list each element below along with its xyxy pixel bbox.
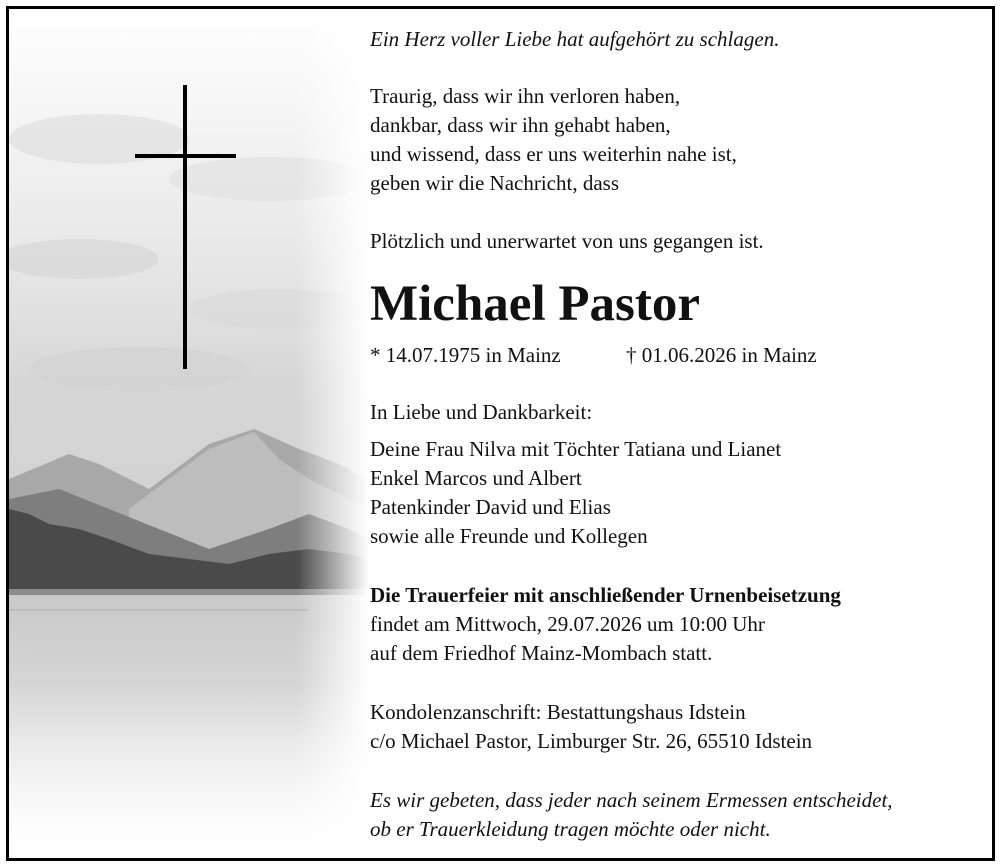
- deceased-name: Michael Pastor: [370, 276, 700, 332]
- cross-icon: [183, 85, 187, 369]
- verse-line-1: Traurig, dass wir ihn verloren haben,: [370, 84, 681, 108]
- ceremony-line-2: auf dem Friedhof Mainz-Mombach statt.: [370, 641, 713, 665]
- lake-mountain-illustration: [9, 9, 369, 852]
- closing-line-1: Es wir gebeten, dass jeder nach seinem Ermessen entscheidet,: [370, 788, 893, 812]
- intro-line: Ein Herz voller Liebe hat aufgehört zu schlagen.: [370, 27, 780, 51]
- death-date: † 01.06.2026 in Mainz: [626, 343, 817, 367]
- verse-line-2: dankbar, dass wir ihn gehabt haben,: [370, 113, 671, 137]
- condolence-line-2: c/o Michael Pastor, Limburger Str. 26, 65510 Idstein: [370, 729, 813, 753]
- mourner-line-1: Deine Frau Nilva mit Töchter Tatiana und Lianet: [370, 437, 782, 461]
- closing-line-2: ob er Trauerkleidung tragen möchte oder nicht.: [370, 817, 771, 841]
- ceremony-line-1: findet am Mittwoch, 29.07.2026 um 10:00 Uhr: [370, 612, 765, 636]
- mourner-line-3: Patenkinder David und Elias: [370, 495, 611, 519]
- cross-icon-bar: [135, 154, 236, 158]
- verse-line-4: geben wir die Nachricht, dass: [370, 171, 619, 195]
- mourner-line-2: Enkel Marcos und Albert: [370, 466, 582, 490]
- verse-line-3: und wissend, dass er uns weiterhin nahe ist,: [370, 142, 737, 166]
- announcement: Plötzlich und unerwartet von uns gegangen ist.: [370, 229, 764, 253]
- ceremony-heading: Die Trauerfeier mit anschließender Urnenbeisetzung: [370, 583, 841, 607]
- condolence-line-1: Kondolenzanschrift: Bestattungshaus Idstein: [370, 700, 746, 724]
- mourner-line-4: sowie alle Freunde und Kollegen: [370, 524, 648, 548]
- mourners-intro: In Liebe und Dankbarkeit:: [370, 400, 593, 424]
- birth-date: * 14.07.1975 in Mainz: [370, 343, 561, 367]
